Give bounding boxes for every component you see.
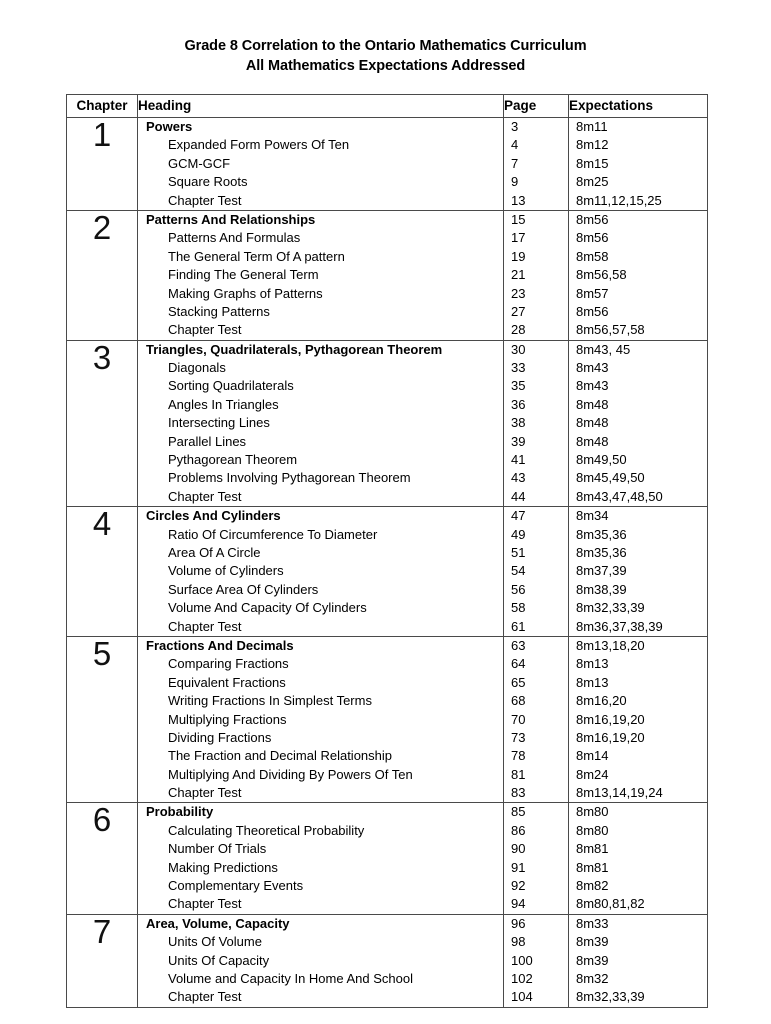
section-row <box>138 396 503 414</box>
heading-text: Chapter Test <box>168 989 242 1005</box>
expectation-codes: 8m81 <box>576 841 609 857</box>
expectation-codes: 8m56,57,58 <box>576 322 645 338</box>
chapter-pages <box>504 340 569 507</box>
heading-text: Volume and Capacity In Home And School <box>168 970 413 986</box>
expectation-codes: 8m56 <box>576 303 609 319</box>
expectation-codes: 8m48 <box>576 396 609 412</box>
expectation-codes: 8m43 <box>576 378 609 394</box>
page-number: 49 <box>511 526 526 542</box>
page-number: 70 <box>511 711 526 727</box>
page-number: 86 <box>511 822 526 838</box>
chapter-expectations <box>569 914 708 1007</box>
expectation-codes: 8m39 <box>576 934 609 950</box>
heading-text: Problems Involving Pythagorean Theorem <box>168 470 411 486</box>
page-number: 68 <box>511 693 526 709</box>
page-number: 98 <box>511 934 526 950</box>
section-row <box>138 784 503 802</box>
page-number: 19 <box>511 248 526 264</box>
page-number: 43 <box>511 470 526 486</box>
heading-text: Writing Fractions In Simplest Terms <box>168 693 372 709</box>
heading-text: Finding The General Term <box>168 267 319 283</box>
expectation-codes: 8m43, 45 <box>576 341 631 357</box>
heading-text: Volume And Capacity Of Cylinders <box>168 600 367 616</box>
heading-text: Triangles, Quadrilaterals, Pythagorean Theorem <box>146 341 443 357</box>
heading-text: Dividing Fractions <box>168 729 272 745</box>
section-row <box>138 248 503 266</box>
expectation-codes: 8m13,18,20 <box>576 637 645 653</box>
chapter-title-row <box>138 211 503 229</box>
heading-text: The General Term Of A pattern <box>168 248 345 264</box>
page-title-line-1: Grade 8 Correlation to the Ontario Mathematics Curriculum <box>184 38 587 54</box>
page-number: 102 <box>511 970 533 986</box>
section-row <box>138 877 503 895</box>
expectation-codes: 8m80,81,82 <box>576 896 645 912</box>
chapter-row <box>67 118 708 211</box>
expectation-codes: 8m81 <box>576 859 609 875</box>
section-row <box>138 988 503 1006</box>
expectation-codes: 8m56 <box>576 230 609 246</box>
chapter-number: 5 <box>67 636 138 803</box>
heading-text: Ratio Of Circumference To Diameter <box>168 526 378 542</box>
heading-text: Chapter Test <box>168 488 242 504</box>
page-number: 90 <box>511 841 526 857</box>
section-row <box>138 488 503 506</box>
chapter-row <box>67 803 708 914</box>
chapter-title-row <box>138 637 503 655</box>
page-number: 100 <box>511 952 533 968</box>
page-number: 47 <box>511 508 526 524</box>
page-number: 13 <box>511 192 526 208</box>
page-number: 38 <box>511 415 526 431</box>
chapter-title-row <box>138 803 503 821</box>
page-number: 58 <box>511 600 526 616</box>
section-row <box>138 599 503 617</box>
section-row <box>138 469 503 487</box>
chapter-pages <box>504 507 569 637</box>
section-row <box>138 173 503 191</box>
section-row <box>138 747 503 765</box>
expectation-codes: 8m14 <box>576 748 609 764</box>
section-row <box>138 192 503 210</box>
chapter-number: 7 <box>67 914 138 1007</box>
heading-text: Number Of Trials <box>168 841 267 857</box>
heading-text: Circles And Cylinders <box>146 508 281 524</box>
page-number: 39 <box>511 433 526 449</box>
page-number: 96 <box>511 915 526 931</box>
expectation-codes: 8m16,19,20 <box>576 711 645 727</box>
chapter-expectations <box>569 636 708 803</box>
section-row <box>138 840 503 858</box>
table-header-row <box>67 95 708 118</box>
heading-text: Equivalent Fractions <box>168 674 286 690</box>
section-row <box>138 581 503 599</box>
section-row <box>138 729 503 747</box>
heading-text: Comparing Fractions <box>168 656 289 672</box>
section-row <box>138 970 503 988</box>
heading-text: Intersecting Lines <box>168 415 270 431</box>
page-number: 78 <box>511 748 526 764</box>
chapter-headings <box>138 118 504 211</box>
heading-text: Chapter Test <box>168 618 242 634</box>
expectation-codes: 8m38,39 <box>576 581 627 597</box>
chapter-number: 3 <box>67 340 138 507</box>
chapter-row <box>67 914 708 1007</box>
page-number: 94 <box>511 896 526 912</box>
expectation-codes: 8m32 <box>576 970 609 986</box>
expectation-codes: 8m58 <box>576 248 609 264</box>
chapter-headings <box>138 340 504 507</box>
chapter-expectations <box>569 803 708 914</box>
section-row <box>138 321 503 339</box>
heading-text: Pythagorean Theorem <box>168 452 298 468</box>
page-number: 51 <box>511 544 526 560</box>
page-number: 15 <box>511 211 526 227</box>
heading-text: Chapter Test <box>168 322 242 338</box>
page-number: 85 <box>511 804 526 820</box>
page-number: 92 <box>511 878 526 894</box>
page-number: 27 <box>511 303 526 319</box>
section-row <box>138 229 503 247</box>
page-number: 44 <box>511 488 526 504</box>
section-row <box>138 433 503 451</box>
correlation-table <box>66 94 708 1008</box>
section-row <box>138 952 503 970</box>
expectation-codes: 8m35,36 <box>576 544 627 560</box>
heading-text: Powers <box>146 119 193 134</box>
expectation-codes: 8m13 <box>576 656 609 672</box>
section-row <box>138 655 503 673</box>
column-header-chapter: Chapter <box>67 95 138 118</box>
heading-text: Square Roots <box>168 174 248 190</box>
section-row <box>138 285 503 303</box>
heading-text: Area, Volume, Capacity <box>146 915 290 931</box>
heading-text: Surface Area Of Cylinders <box>168 581 319 597</box>
section-row <box>138 933 503 951</box>
expectation-codes: 8m43,47,48,50 <box>576 488 663 504</box>
heading-text: Units Of Volume <box>168 934 262 950</box>
page-number: 21 <box>511 267 526 283</box>
chapter-pages <box>504 914 569 1007</box>
page-number: 54 <box>511 563 526 579</box>
chapter-row <box>67 340 708 507</box>
section-row <box>138 544 503 562</box>
heading-text: Chapter Test <box>168 192 242 208</box>
heading-text: Fractions And Decimals <box>146 637 294 653</box>
page-number: 56 <box>511 581 526 597</box>
heading-text: Area Of A Circle <box>168 544 261 560</box>
section-row <box>138 414 503 432</box>
heading-text: Complementary Events <box>168 878 304 894</box>
expectation-codes: 8m48 <box>576 415 609 431</box>
chapter-title-row <box>138 507 503 525</box>
heading-text: Parallel Lines <box>168 433 247 449</box>
page-number: 33 <box>511 360 526 376</box>
chapter-pages <box>504 118 569 211</box>
heading-text: Units Of Capacity <box>168 952 270 968</box>
section-row <box>138 674 503 692</box>
expectation-codes: 8m16,19,20 <box>576 729 645 745</box>
page-number: 81 <box>511 766 526 782</box>
expectation-codes: 8m57 <box>576 285 609 301</box>
page-number: 63 <box>511 637 526 653</box>
chapter-title-row <box>138 341 503 359</box>
heading-text: Multiplying Fractions <box>168 711 287 727</box>
page-title-line-2: All Mathematics Expectations Addressed <box>245 58 526 74</box>
expectation-codes: 8m56 <box>576 211 609 227</box>
expectation-codes: 8m24 <box>576 766 609 782</box>
expectation-codes: 8m43 <box>576 360 609 376</box>
chapter-expectations <box>569 210 708 340</box>
heading-text: Multiplying And Dividing By Powers Of Ten <box>168 766 413 782</box>
page-number: 104 <box>511 989 533 1005</box>
section-row <box>138 303 503 321</box>
expectation-codes: 8m12 <box>576 137 609 153</box>
chapter-headings <box>138 507 504 637</box>
expectation-codes: 8m11,12,15,25 <box>576 192 662 208</box>
page-number: 23 <box>511 285 526 301</box>
expectation-codes: 8m82 <box>576 878 609 894</box>
page-title <box>0 36 771 76</box>
chapter-pages <box>504 803 569 914</box>
page-number: 9 <box>511 174 519 190</box>
page-number: 7 <box>511 155 519 171</box>
heading-text: Calculating Theoretical Probability <box>168 822 365 838</box>
expectation-codes: 8m13,14,19,24 <box>576 785 663 801</box>
section-row <box>138 822 503 840</box>
chapter-pages <box>504 636 569 803</box>
expectation-codes: 8m45,49,50 <box>576 470 645 486</box>
heading-text: Making Graphs of Patterns <box>168 285 323 301</box>
expectation-codes: 8m37,39 <box>576 563 627 579</box>
section-row <box>138 692 503 710</box>
section-row <box>138 859 503 877</box>
chapter-number: 2 <box>67 210 138 340</box>
section-row <box>138 266 503 284</box>
column-header-expectations: Expectations <box>569 95 708 118</box>
expectation-codes: 8m48 <box>576 433 609 449</box>
page-number: 3 <box>511 119 519 134</box>
chapter-expectations <box>569 118 708 211</box>
heading-text: Patterns And Formulas <box>168 230 301 246</box>
heading-text: Diagonals <box>168 360 226 376</box>
page-number: 17 <box>511 230 526 246</box>
expectation-codes: 8m32,33,39 <box>576 989 645 1005</box>
expectation-codes: 8m35,36 <box>576 526 627 542</box>
section-row <box>138 562 503 580</box>
expectation-codes: 8m34 <box>576 508 609 524</box>
chapter-headings <box>138 914 504 1007</box>
expectation-codes: 8m33 <box>576 915 609 931</box>
expectation-codes: 8m80 <box>576 822 609 838</box>
page-number: 4 <box>511 137 519 153</box>
page-number: 61 <box>511 618 526 634</box>
page-number: 36 <box>511 396 526 412</box>
section-row <box>138 526 503 544</box>
heading-text: Angles In Triangles <box>168 396 279 412</box>
section-row <box>138 359 503 377</box>
table-header <box>67 95 708 118</box>
page-number: 30 <box>511 341 526 357</box>
expectation-codes: 8m56,58 <box>576 267 627 283</box>
chapter-headings <box>138 636 504 803</box>
expectation-codes: 8m13 <box>576 674 609 690</box>
heading-text: The Fraction and Decimal Relationship <box>168 748 392 764</box>
section-row <box>138 895 503 913</box>
chapter-row <box>67 507 708 637</box>
chapter-title-row <box>138 915 503 933</box>
chapter-headings <box>138 803 504 914</box>
expectation-codes: 8m11 <box>576 119 608 134</box>
chapter-pages <box>504 210 569 340</box>
section-row <box>138 766 503 784</box>
section-row <box>138 451 503 469</box>
section-row <box>138 155 503 173</box>
chapter-number: 4 <box>67 507 138 637</box>
page-number: 73 <box>511 729 526 745</box>
chapter-row <box>67 636 708 803</box>
expectation-codes: 8m36,37,38,39 <box>576 618 663 634</box>
heading-text: Chapter Test <box>168 896 242 912</box>
column-header-heading: Heading <box>138 95 504 118</box>
heading-text: Volume of Cylinders <box>168 563 284 579</box>
page-number: 28 <box>511 322 526 338</box>
chapter-expectations <box>569 340 708 507</box>
page-number: 41 <box>511 452 526 468</box>
chapter-number: 1 <box>67 118 138 211</box>
page-number: 35 <box>511 378 526 394</box>
heading-text: Expanded Form Powers Of Ten <box>168 137 350 153</box>
heading-text: Sorting Quadrilaterals <box>168 378 294 394</box>
chapter-expectations <box>569 507 708 637</box>
expectation-codes: 8m49,50 <box>576 452 627 468</box>
chapter-row <box>67 210 708 340</box>
section-row <box>138 136 503 154</box>
expectation-codes: 8m39 <box>576 952 609 968</box>
heading-text: Probability <box>146 804 214 820</box>
section-row <box>138 377 503 395</box>
table-body <box>67 118 708 1008</box>
page-number: 64 <box>511 656 526 672</box>
column-header-page: Page <box>504 95 569 118</box>
page-number: 91 <box>511 859 526 875</box>
chapter-title-row <box>138 118 503 136</box>
expectation-codes: 8m15 <box>576 155 609 171</box>
chapter-headings <box>138 210 504 340</box>
page-number: 83 <box>511 785 526 801</box>
heading-text: Chapter Test <box>168 785 242 801</box>
heading-text: Making Predictions <box>168 859 278 875</box>
section-row <box>138 711 503 729</box>
expectation-codes: 8m16,20 <box>576 693 627 709</box>
page-number: 65 <box>511 674 526 690</box>
heading-text: Stacking Patterns <box>168 303 270 319</box>
chapter-number: 6 <box>67 803 138 914</box>
expectation-codes: 8m80 <box>576 804 609 820</box>
expectation-codes: 8m25 <box>576 174 609 190</box>
section-row <box>138 618 503 636</box>
heading-text: GCM-GCF <box>168 155 231 171</box>
heading-text: Patterns And Relationships <box>146 211 316 227</box>
expectation-codes: 8m32,33,39 <box>576 600 645 616</box>
